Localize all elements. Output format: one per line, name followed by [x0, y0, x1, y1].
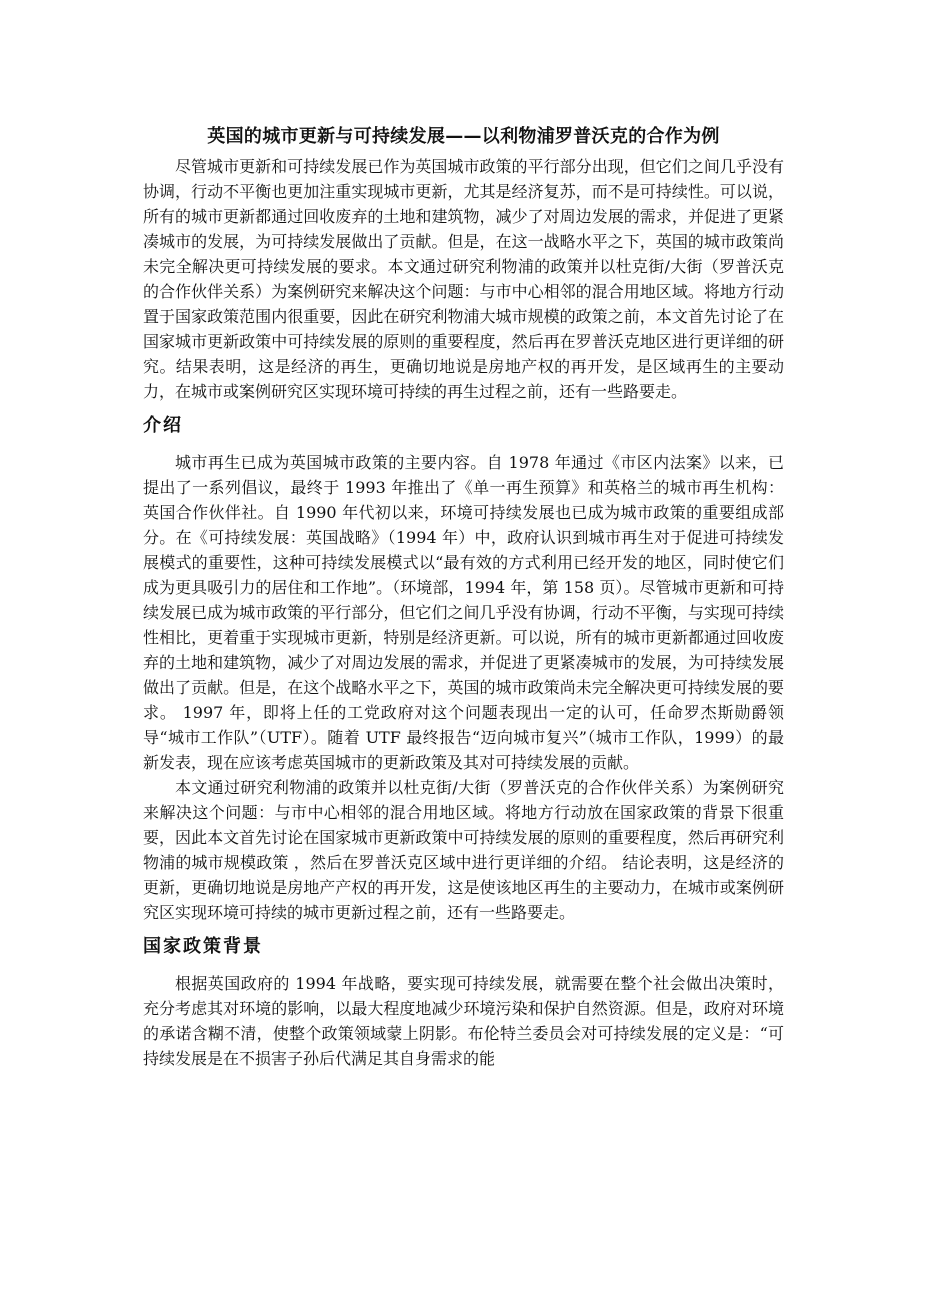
national-policy-paragraph-1: 根据英国政府的 1994 年战略，要实现可持续发展，就需要在整个社会做出决策时，充分考虑其对环境的影响，以最大程度地减少环境污染和保护自然资源。但是，政府对环境的承诺含糊不清，使整个政策领域蒙上阴影。布伦特兰委员会对可持续发展的定义是：“可持续发展是在不损害子孙后代满足其自身需求的能	[143, 974, 784, 1068]
document-body	[143, 124, 784, 1071]
section-heading-introduction: 介绍	[143, 415, 183, 436]
introduction-paragraph-1: 城市再生已成为英国城市政策的主要内容。自 1978 年通过《市区内法案》以来，已提出了一系列倡议，最终于 1993 年推出了《单一再生预算》和英格兰的城市再生机构：英国合作伙伴社。自 1990 年代初以来，环境可持续发展也已成为城市政策的重要组成部分。在《可持续发展：英国战略》（1994 年）中，政府认识到城市再生对于促进可持续发展模式的重要性，这种可持续发展模式以“最有效的方式利用已经开发的地区，同时使它们成为更具吸引力的居住和工作地”。（环境部，1994 年，第 158 页）。尽管城市更新和可持续发展已成为城市政策的平行部分，但它们之间几乎没有协调，行动不平衡，与实现可持续性相比，更着重于实现城市更新，特别是经济更新。可以说，所有的城市更新都通过回收废弃的土地和建筑物，减少了对周边发展的需求，并促进了更紧凑城市的发展，为可持续发展做出了贡献。但是，在这个战略水平之下，英国的城市政策尚未完全解决更可持续发展的要求。 1997 年，即将上任的工党政府对这个问题表现出一定的认可，任命罗杰斯勋爵领导“城市工作队”（UTF）。随着 UTF 最终报告“迈向城市复兴”（城市工作队，1999）的最新发表，现在应该考虑英国城市的更新政策及其对可持续发展的贡献。	[143, 453, 784, 772]
abstract-paragraph: 尽管城市更新和可持续发展已作为英国城市政策的平行部分出现，但它们之间几乎没有协调，行动不平衡也更加注重实现城市更新，尤其是经济复苏，而不是可持续性。可以说，所有的城市更新都通过回收废弃的土地和建筑物，减少了对周边发展的需求，并促进了更紧凑城市的发展，为可持续发展做出了贡献。但是，在这一战略水平之下，英国的城市政策尚未完全解决更可持续发展的要求。本文通过研究利物浦的政策并以杜克街/大街（罗普沃克的合作伙伴关系）为案例研究来解决这个问题：与市中心相邻的混合用地区域。将地方行动置于国家政策范围内很重要，因此在研究利物浦大城市规模的政策之前，本文首先讨论了在国家城市更新政策中可持续发展的原则的重要程度，然后再在罗普沃克地区进行更详细的研究。结果表明，这是经济的再生，更确切地说是房地产权的再开发，是区域再生的主要动力，在城市或案例研究区实现环境可持续的再生过程之前，还有一些路要走。	[143, 157, 784, 401]
section-heading-national-policy: 国家政策背景	[143, 936, 263, 957]
document-title: 英国的城市更新与可持续发展——以利物浦罗普沃克的合作为例	[207, 126, 720, 147]
introduction-paragraph-2: 本文通过研究利物浦的政策并以杜克街/大街（罗普沃克的合作伙伴关系）为案例研究来解决这个问题：与市中心相邻的混合用地区域。将地方行动放在国家政策的背景下很重要，因此本文首先讨论在国家城市更新政策中可持续发展的原则的重要程度，然后再研究利物浦的城市规模政策 ，然后在罗普沃克区域中进行更详细的介绍。 结论表明，这是经济的更新，更确切地说是房地产产权的再开发，这是使该地区再生的主要动力，在城市或案例研究区实现环境可持续的城市更新过程之前，还有一些路要走。	[143, 778, 784, 922]
